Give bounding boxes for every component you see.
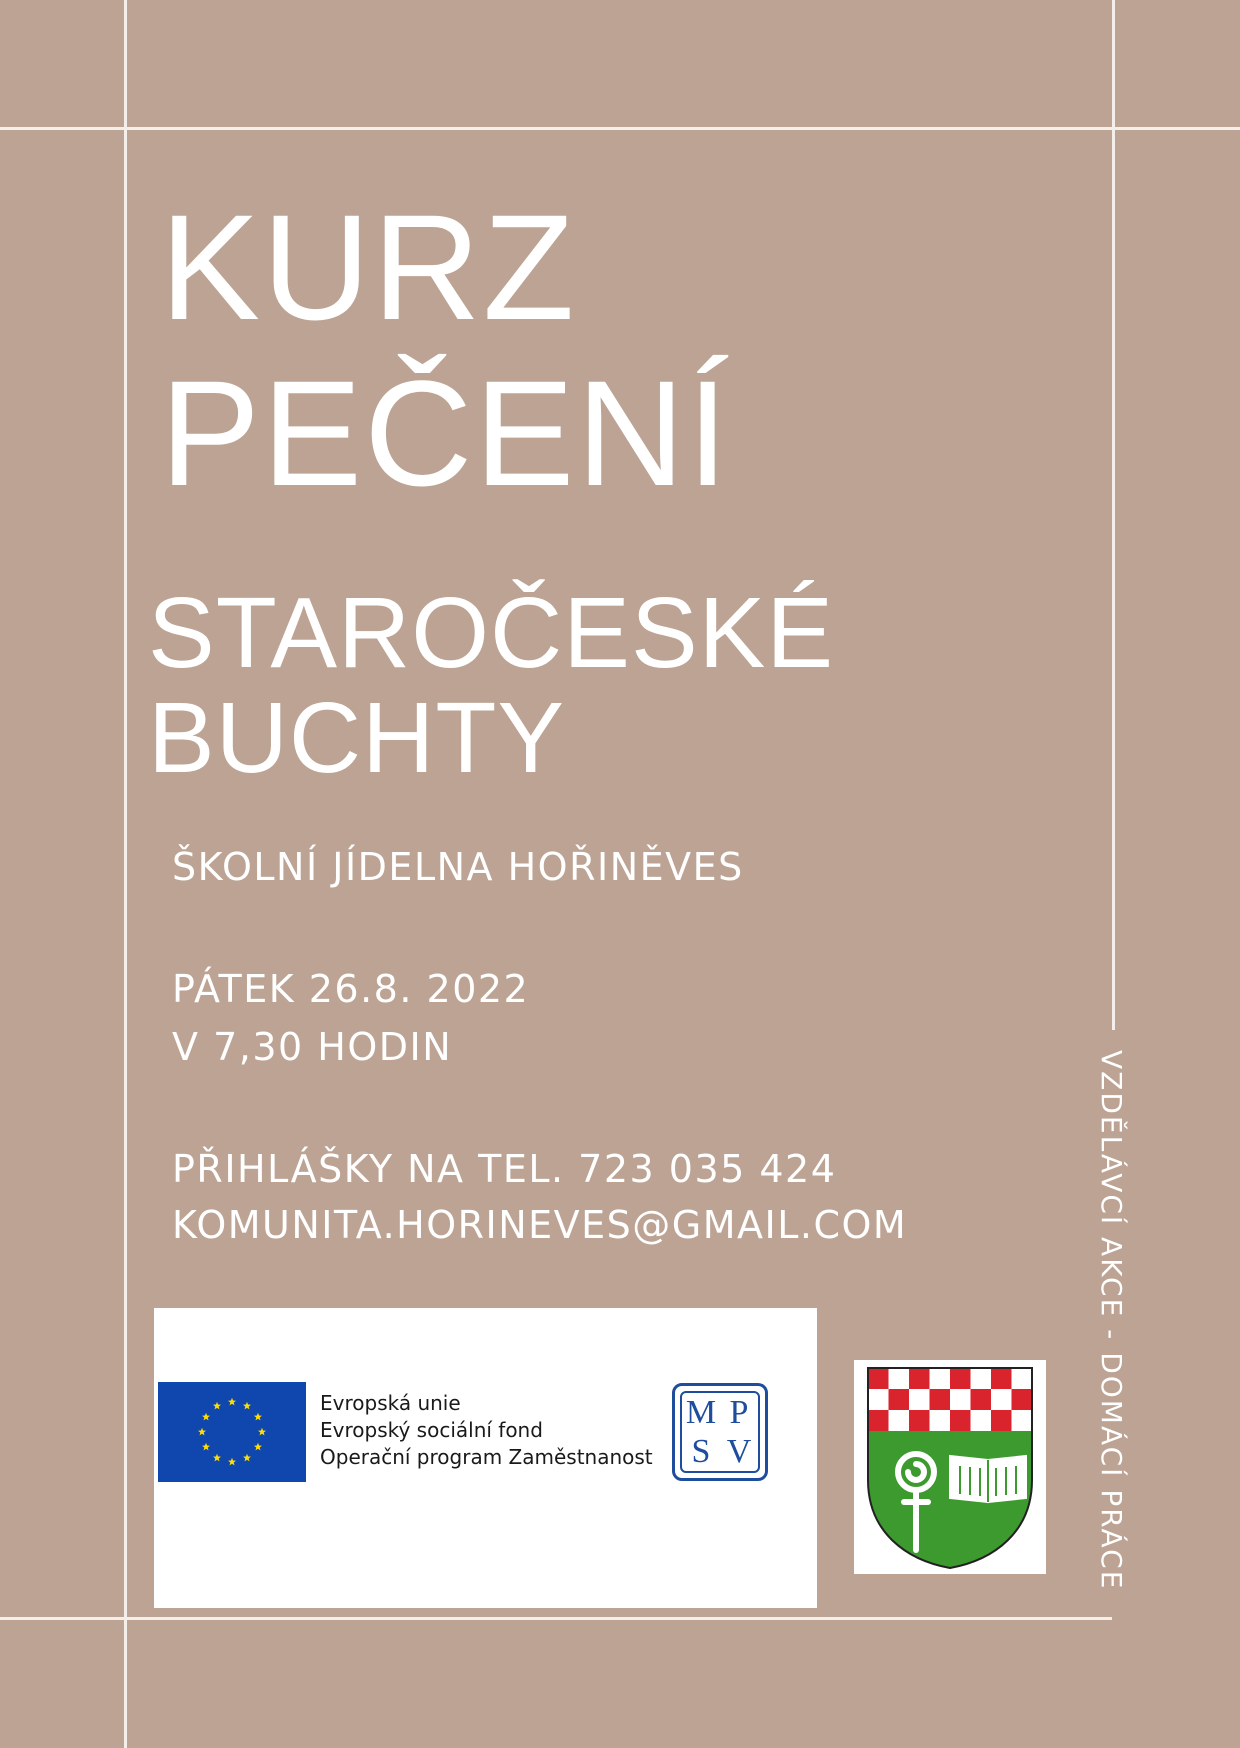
crest-check-square (950, 1410, 971, 1431)
title-peceni: PEČENÍ (160, 349, 731, 517)
eu-logo-line-3: Operační program Zaměstnanost (320, 1445, 653, 1469)
frame-line-top (0, 127, 1240, 130)
title-buchty: BUCHTY (148, 682, 566, 794)
frame-line-right-upper (1112, 0, 1115, 1030)
side-label: VZDĚLÁVCÍ AKCE - DOMÁCÍ PRÁCE (1095, 1050, 1128, 1591)
mpsv-logo (672, 1383, 768, 1481)
crest-check-square (1012, 1389, 1033, 1410)
crest-check-square (991, 1368, 1012, 1389)
mpsv-letter-m: M (685, 1393, 717, 1431)
registration-text: PŘIHLÁŠKY NA TEL. 723 035 424 (172, 1147, 837, 1191)
crest-check-square (909, 1410, 930, 1431)
crest-check-square (971, 1389, 992, 1410)
date-text: PÁTEK 26.8. 2022 (172, 967, 530, 1011)
title-staroceske: STAROČESKÉ (148, 577, 835, 689)
eu-logo-line-1: Evropská unie (320, 1391, 461, 1415)
venue-text: ŠKOLNÍ JÍDELNA HOŘINĚVES (172, 845, 744, 889)
frame-line-left (124, 0, 127, 1748)
eu-flag-icon (158, 1382, 306, 1482)
crest-check-square (868, 1410, 889, 1431)
crest-check-square (950, 1368, 971, 1389)
mpsv-letter-p: P (729, 1393, 749, 1431)
frame-line-bottom (0, 1617, 1112, 1620)
coat-of-arms-panel (854, 1360, 1046, 1574)
coat-of-arms-icon (854, 1360, 1046, 1574)
eu-logo-panel (154, 1308, 817, 1608)
crest-check-square (909, 1368, 930, 1389)
email-text: KOMUNITA.HORINEVES@GMAIL.COM (172, 1203, 908, 1247)
crest-check-square (889, 1389, 910, 1410)
time-text: V 7,30 HODIN (172, 1025, 453, 1069)
eu-logo-text (320, 1390, 653, 1471)
title-kurz: KURZ (160, 183, 577, 351)
mpsv-letter-v: V (726, 1432, 752, 1470)
crest-check-square (991, 1410, 1012, 1431)
crest-check-square (930, 1389, 951, 1410)
crest-check-square (868, 1368, 889, 1389)
mpsv-letter-s: S (691, 1432, 711, 1470)
eu-logo-line-2: Evropský sociální fond (320, 1418, 543, 1442)
